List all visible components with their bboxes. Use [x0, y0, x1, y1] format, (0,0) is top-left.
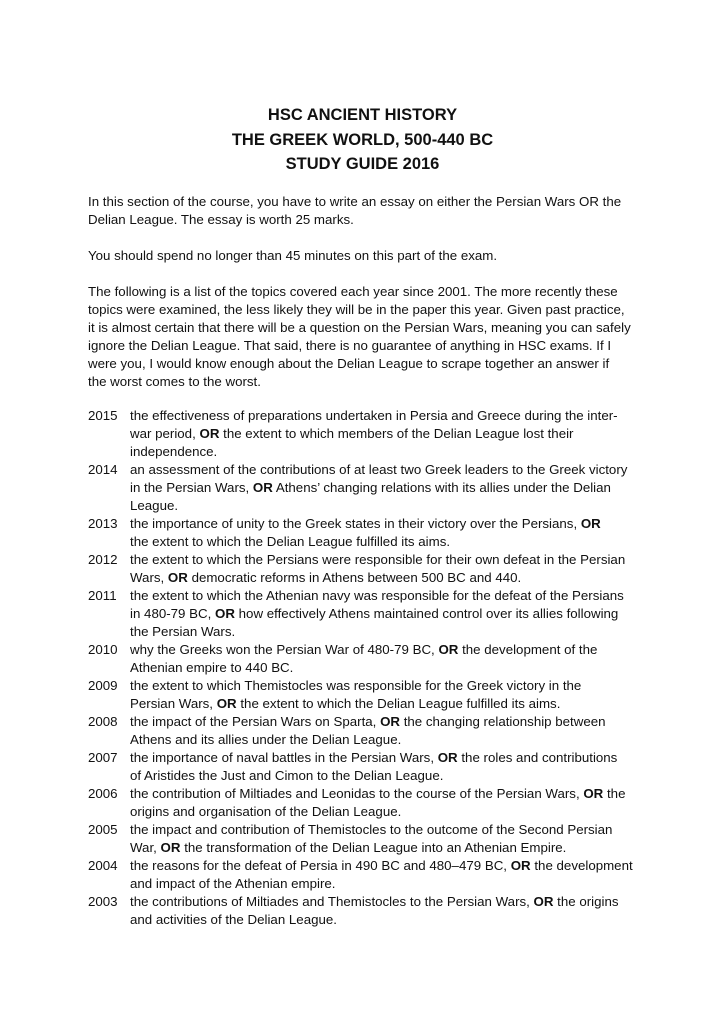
topic-text-segment: Athenian empire to 440 BC.: [130, 660, 294, 675]
topic-text-segment: Athens and its allies under the Delian League.: [130, 732, 402, 747]
topic-text-line: [130, 659, 640, 677]
topic-text: [130, 749, 640, 785]
topic-text-segment: the extent to which the Athenian navy was responsible for the defeat of the Persians: [130, 588, 624, 603]
topic-text-line: [130, 713, 640, 731]
title-line-2: THE GREEK WORLD, 500-440 BC: [231, 131, 494, 149]
topic-text-line: [130, 731, 640, 749]
topic-text-segment: the origins: [553, 894, 619, 909]
topic-text-segment: the extent to which the Delian League fulfilled its aims.: [236, 696, 561, 711]
topic-text: [130, 893, 640, 929]
topic-text-line: [130, 605, 640, 623]
topic-text-segment: Wars,: [130, 570, 168, 585]
topic-text: [130, 551, 640, 587]
topic-text-segment: the roles and contributions: [457, 750, 618, 765]
topic-text: [130, 461, 640, 515]
topic-text-segment: the extent to which the Persians were responsible for their own defeat in the Persian: [130, 552, 626, 567]
topic-text-segment: the Persian Wars.: [130, 624, 236, 639]
topic-text-segment: in 480-79 BC,: [130, 606, 216, 621]
topic-text: [130, 677, 640, 713]
topic-text-segment: how effectively Athens maintained control over its allies following: [234, 606, 619, 621]
topic-text-segment: of Aristides the Just and Cimon to the Delian League.: [130, 768, 444, 783]
topic-year: 2010: [88, 642, 118, 657]
topic-year: 2003: [88, 894, 118, 909]
topic-text-segment: and activities of the Delian League.: [130, 912, 337, 927]
topics-intro-line: ignore the Delian League. That said, there is no guarantee of anything in HSC exams. If I: [88, 338, 612, 353]
topic-text-line: [130, 515, 640, 533]
time-note: [88, 247, 643, 265]
topic-text: [130, 821, 640, 857]
topic-text: [130, 641, 640, 677]
topic-text-line: [130, 551, 640, 569]
topic-text-line: [130, 893, 640, 911]
topic-text-line: [130, 677, 640, 695]
topic-text-segment: war period,: [130, 426, 200, 441]
topic-year: 2015: [88, 408, 118, 423]
topic-text-line: [130, 425, 640, 443]
topic-text: [130, 515, 640, 551]
topic-text: [130, 857, 640, 893]
topic-text-segment: the development of the: [458, 642, 598, 657]
topic-text-line: [130, 749, 640, 767]
topic-year: 2013: [88, 516, 118, 531]
topic-text-segment: the extent to which the Delian League fulfilled its aims.: [130, 534, 451, 549]
topic-text-line: [130, 839, 640, 857]
topic-text-line: [130, 587, 640, 605]
topic-text-segment: the impact of the Persian Wars on Sparta,: [130, 714, 381, 729]
topic-text-segment: League.: [130, 498, 179, 513]
topic-text-segment: independence.: [130, 444, 218, 459]
intro-paragraph: [88, 193, 643, 229]
topic-year: 2008: [88, 714, 118, 729]
topic-year: 2012: [88, 552, 118, 567]
topic-text-segment: the importance of naval battles in the Persian Wars,: [130, 750, 438, 765]
topic-text-segment: why the Greeks won the Persian War of 480-79 BC,: [130, 642, 439, 657]
topic-year: 2009: [88, 678, 118, 693]
or-keyword: OR: [580, 516, 601, 531]
topic-text-line: [130, 857, 640, 875]
topic-text: [130, 587, 640, 641]
or-keyword: OR: [533, 894, 554, 909]
topic-text-line: [130, 803, 640, 821]
topic-text: [130, 713, 640, 749]
or-keyword: OR: [380, 714, 401, 729]
or-keyword: OR: [252, 480, 273, 495]
or-keyword: OR: [438, 642, 459, 657]
or-keyword: OR: [583, 786, 604, 801]
topic-year: 2006: [88, 786, 118, 801]
topics-intro-paragraph: [88, 283, 643, 391]
topic-text: [130, 407, 640, 461]
topic-text-line: [130, 569, 640, 587]
topic-text-segment: the changing relationship between: [400, 714, 606, 729]
topic-year: 2014: [88, 462, 118, 477]
topic-text-segment: the effectiveness of preparations undertaken in Persia and Greece during the inter-: [130, 408, 618, 423]
topic-year: 2004: [88, 858, 118, 873]
topic-text-segment: the: [603, 786, 626, 801]
title-line-1: HSC ANCIENT HISTORY: [267, 106, 458, 124]
topic-text-line: [130, 479, 640, 497]
topic-text-line: [130, 695, 640, 713]
or-keyword: OR: [167, 570, 188, 585]
topic-text-segment: the transformation of the Delian League into an Athenian Empire.: [180, 840, 567, 855]
topic-text-line: [130, 623, 640, 641]
topics-intro-line: it is almost certain that there will be a question on the Persian Wars, meaning you can safely: [88, 320, 631, 335]
topic-text-line: [130, 875, 640, 893]
topics-intro-line: the worst comes to the worst.: [88, 374, 261, 389]
topic-text-line: [130, 767, 640, 785]
topics-intro-line: topics were examined, the less likely they will be in the paper this year. Given past practice,: [88, 302, 625, 317]
topic-text-line: [130, 461, 640, 479]
or-keyword: OR: [160, 840, 181, 855]
or-keyword: OR: [510, 858, 531, 873]
topics-intro-line: The following is a list of the topics covered each year since 2001. The more recently these: [88, 284, 618, 299]
intro-line: In this section of the course, you have to write an essay on either the Persian Wars OR the: [88, 194, 622, 209]
topic-text-segment: origins and organisation of the Delian League.: [130, 804, 402, 819]
topic-text-segment: the contribution of Miltiades and Leonidas to the course of the Persian Wars,: [130, 786, 584, 801]
topic-text-segment: the impact and contribution of Themistocles to the outcome of the Second Persian: [130, 822, 613, 837]
topic-text-segment: the extent to which Themistocles was responsible for the Greek victory in the: [130, 678, 582, 693]
topic-text-line: [130, 821, 640, 839]
topic-text-line: [130, 443, 640, 461]
topic-text-segment: and impact of the Athenian empire.: [130, 876, 336, 891]
topic-text-segment: the development: [530, 858, 633, 873]
title-line-3: STUDY GUIDE 2016: [285, 155, 440, 173]
topic-text-segment: democratic reforms in Athens between 500 BC and 440.: [187, 570, 522, 585]
topics-intro-line: were you, I would know enough about the Delian League to scrape together an answer if: [88, 356, 610, 371]
or-keyword: OR: [216, 696, 237, 711]
topic-text-segment: War,: [130, 840, 161, 855]
topic-text-line: [130, 911, 640, 929]
topic-text-line: [130, 641, 640, 659]
topic-text-segment: the contributions of Miltiades and Themistocles to the Persian Wars,: [130, 894, 534, 909]
topic-text-line: [130, 785, 640, 803]
or-keyword: OR: [199, 426, 220, 441]
topic-year: 2011: [88, 588, 117, 603]
topic-text-line: [130, 533, 640, 551]
topic-year: 2005: [88, 822, 118, 837]
topic-text: [130, 785, 640, 821]
topic-text-segment: the reasons for the defeat of Persia in 490 BC and 480–479 BC,: [130, 858, 511, 873]
topic-text-line: [130, 497, 640, 515]
time-note-text: You should spend no longer than 45 minutes on this part of the exam.: [88, 248, 498, 263]
topic-text-segment: Athens’ changing relations with its allies under the Delian: [272, 480, 611, 495]
topic-text-line: [130, 407, 640, 425]
intro-line: Delian League. The essay is worth 25 marks.: [88, 212, 354, 227]
topic-text-segment: the extent to which members of the Delian League lost their: [219, 426, 574, 441]
or-keyword: OR: [437, 750, 458, 765]
or-keyword: OR: [215, 606, 235, 621]
topic-text-segment: in the Persian Wars,: [130, 480, 253, 495]
topic-text-segment: the importance of unity to the Greek states in their victory over the Persians,: [130, 516, 581, 531]
topic-year: 2007: [88, 750, 118, 765]
topic-text-segment: Persian Wars,: [130, 696, 217, 711]
topic-text-segment: an assessment of the contributions of at least two Greek leaders to the Greek victory: [130, 462, 628, 477]
